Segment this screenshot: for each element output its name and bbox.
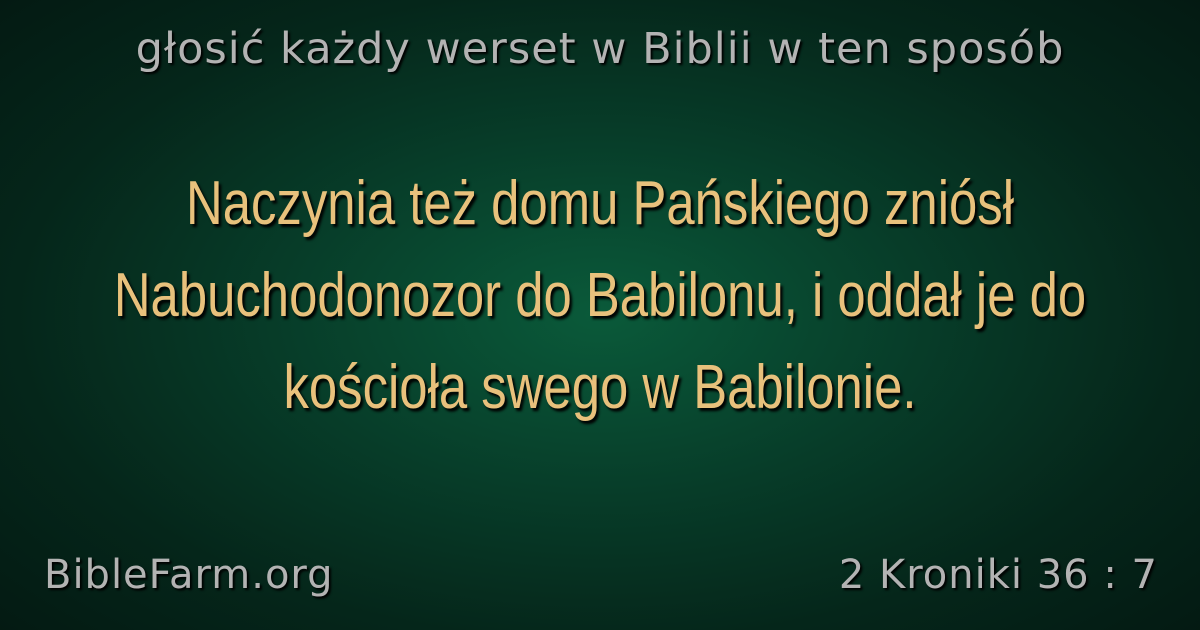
verse-container: [40, 158, 1160, 434]
verse-text: Naczynia też domu Pańskiego zniósł Nabuchodonozor do Babilonu, i oddał je do kościoła swego w Babilonie.: [113, 169, 1087, 422]
verse-reference: 2 Kroniki 36 : 7: [838, 552, 1158, 598]
tagline: głosić każdy werset w Biblii w ten sposób: [135, 24, 1065, 74]
site-name: BibleFarm.org: [44, 552, 334, 598]
